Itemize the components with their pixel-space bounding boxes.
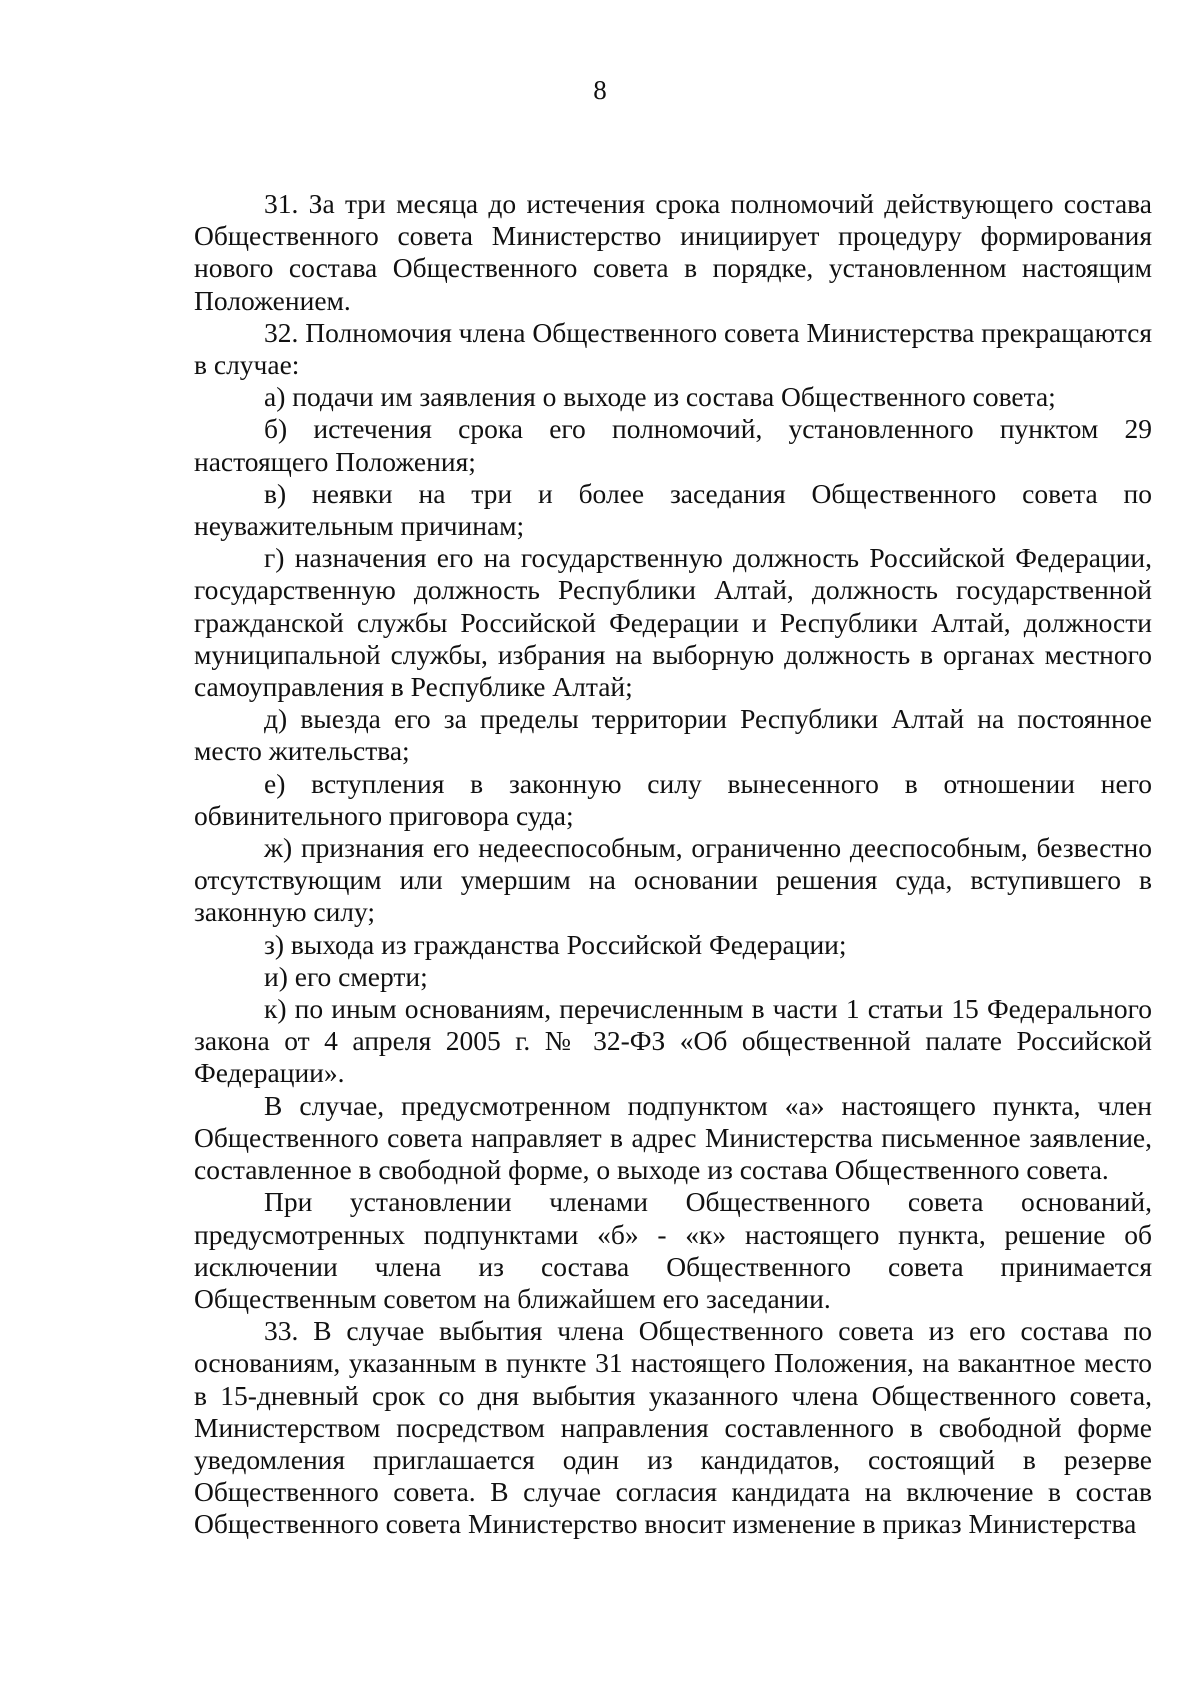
subitem-b: б) истечения срока его полномочий, установленного пунктом 29 настоящего Положения; — [194, 413, 1152, 477]
subitem-i: и) его смерти; — [264, 960, 428, 992]
subitem-zh: ж) признания его недееспособным, ограниченно дееспособным, безвестно отсутствующим или умершим на основании решения суда, вступившего в законную силу; — [194, 832, 1152, 928]
subitem-e: е) вступления в законную силу вынесенного в отношении него обвинительного приговора суда; — [194, 767, 1152, 831]
subitem-k: к) по иным основаниям, перечисленным в части 1 статьи 15 Федерального закона от 4 апреля 2005 г. № 32-ФЗ «Об общественной палате Российской Федерации». — [194, 993, 1152, 1089]
subitem-g: г) назначения его на государственную должность Российской Федерации, государственную должность Республики Алтай, должность государственной гражданской службы Российской Федерации и Республики Алтай, должности муниципальной службы, избрания на выборную должность в органах местного самоуправления в Республике Алтай; — [194, 542, 1152, 703]
page-number: 8 — [593, 75, 607, 105]
subitem-v: в) неявки на три и более заседания Общественного совета по неуважительным причинам; — [194, 477, 1152, 542]
paragraph-33: 33. В случае выбытия члена Общественного совета из его состава по основаниям, указанным в пункте 31 настоящего Положения, на вакантное место в 15-дневный срок со дня выбытия указанного члена Общественного совета, Министерством посредством направления составленного в свободной форме уведомления приглашается один из кандидатов, состоящий в резерве Общественного совета. В случае согласия кандидата на включение в состав Общественного совета Министерство вносит изменение в приказ Министерства — [194, 1315, 1152, 1540]
paragraph-31: 31. За три месяца до истечения срока полномочий действующего состава Общественного совета Министерство инициирует процедуру формирования нового состава Общественного совета в порядке, установленном настоящим Положением. — [194, 188, 1152, 316]
subitem-d: д) выезда его за пределы территории Республики Алтай на постоянное место жительства; — [194, 703, 1152, 767]
document-body — [194, 188, 1152, 1541]
paragraph-case-a: В случае, предусмотренном подпунктом «а» настоящего пункта, член Общественного совета направляет в адрес Министерства письменное заявление, составленное в свободной форме, о выходе из состава Общественного совета. — [194, 1089, 1152, 1186]
paragraph-32: 32. Полномочия члена Общественного совета Министерства прекращаются в случае: — [194, 316, 1152, 381]
paragraph-exclusion: При установлении членами Общественного совета оснований, предусмотренных подпунктами «б» - «к» настоящего пункта, решение об исключении члена из состава Общественного совета принимается Общественным советом на ближайшем его заседании. — [194, 1186, 1152, 1314]
subitem-z: з) выхода из гражданства Российской Федерации; — [264, 928, 847, 960]
subitem-a: а) подачи им заявления о выходе из состава Общественного совета; — [264, 381, 1056, 413]
